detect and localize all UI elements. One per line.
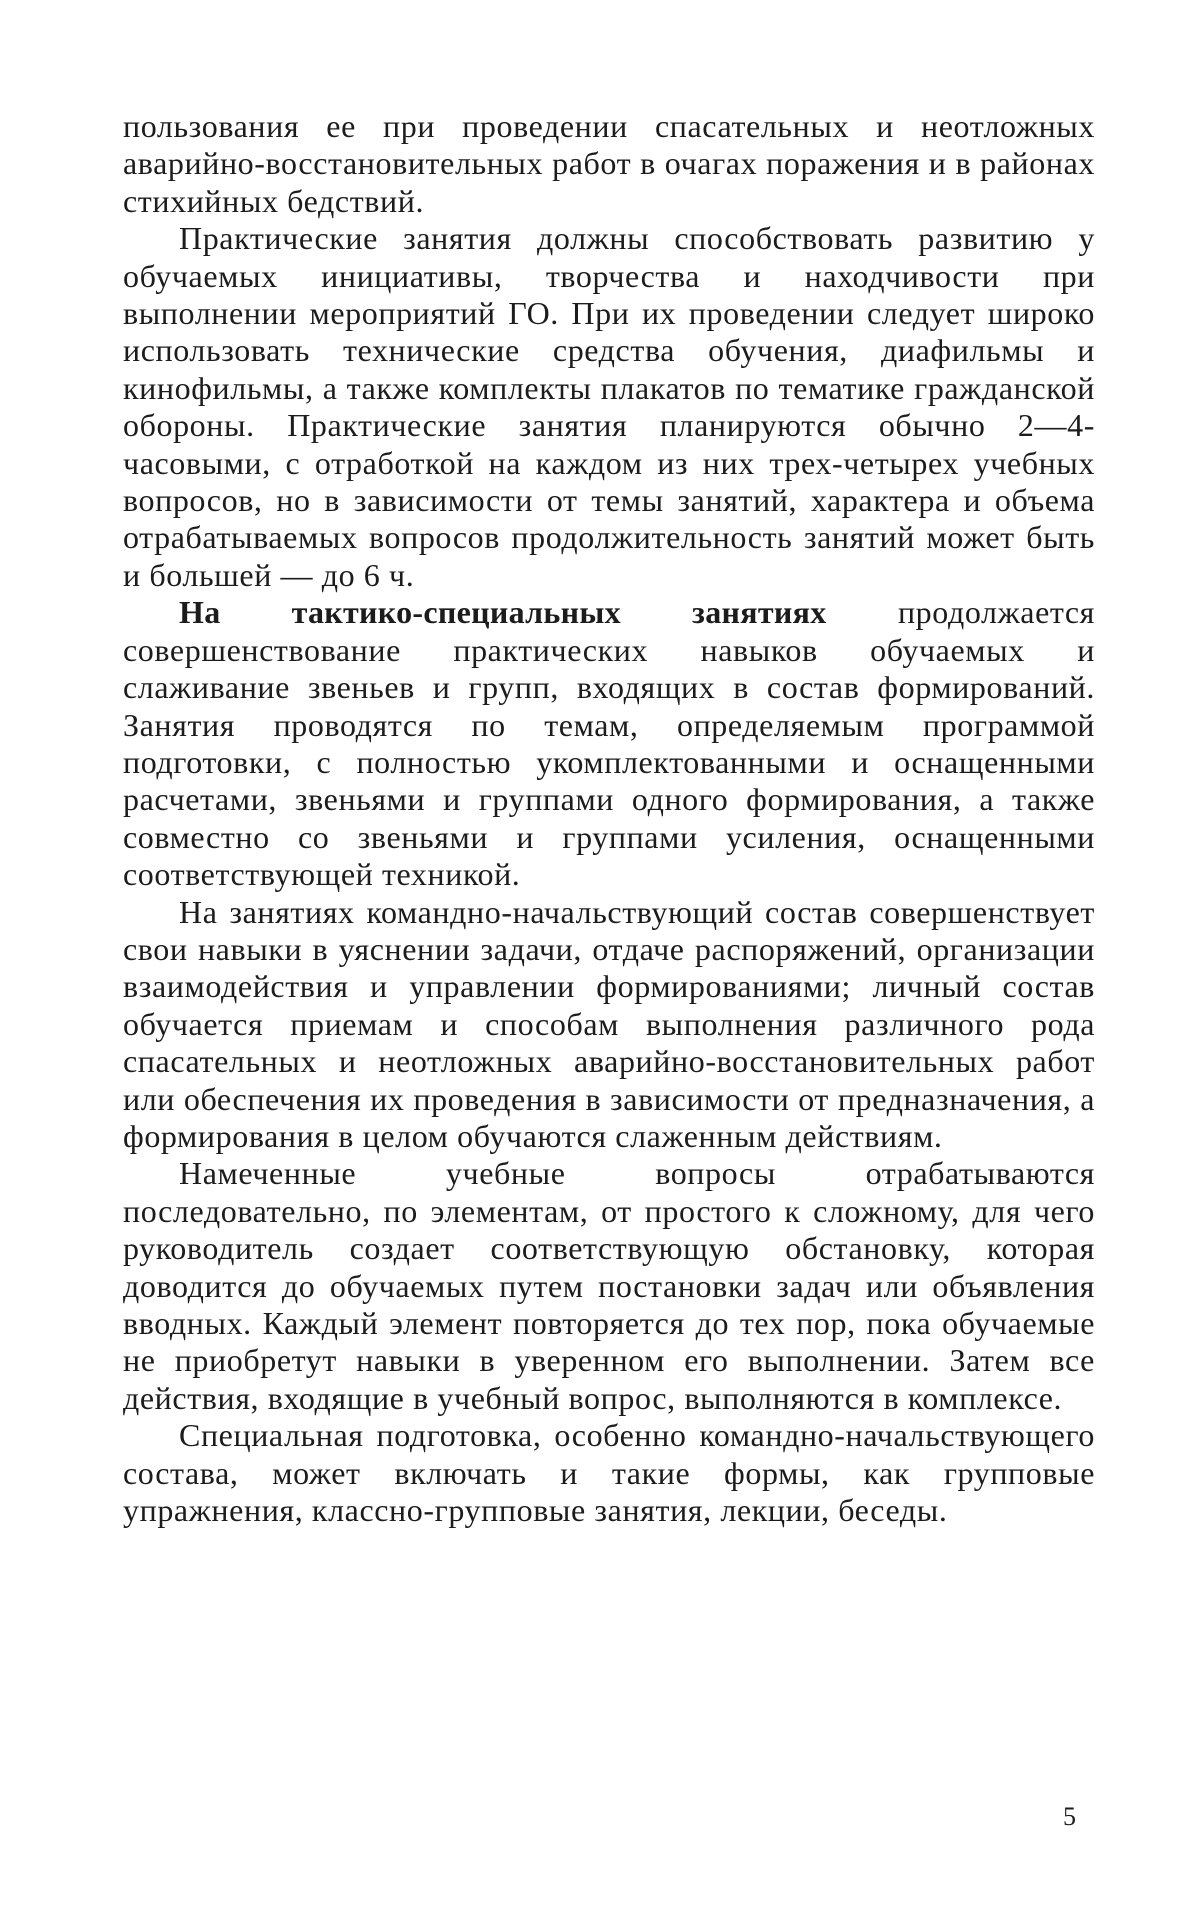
paragraph-practical-sessions: Практические занятия должны способствовать развитию у обучаемых инициативы, творчества и находчивости при выполнении мероприятий ГО. При их проведении следует широко использовать технические средства обучения, диафильмы и кинофильмы, а также комплекты плакатов по тематике гражданской обороны. Практические занятия планируются обычно 2—4-часовыми, с отработкой на каждом из них трех-четырех учебных вопросов, но в зависимости от темы занятий, характера и объема отрабатываемых вопросов продолжительность занятий может быть и большей — до 6 ч. [123, 220, 1095, 593]
paragraph-command-staff: На занятиях командно-начальствующий состав совершенствует свои навыки в уяснении задачи, отдаче распоряжений, организации взаимодействия и управлении формированиями; личный состав обучается приемам и способам выполнения различного рода спасательных и неотложных аварийно-восстановительных работ или обеспечения их проведения в зависимости от предназначения, а формирования в целом обучаются слаженным действиям. [123, 893, 1095, 1154]
paragraph-training-sequence: Намеченные учебные вопросы отрабатываются последовательно, по элементам, от простого к сложному, для чего руководитель создает соответствующую обстановку, которая доводится до обучаемых путем постановки задач или объявления вводных. Каждый элемент повторяется до тех пор, пока обучаемые не приобретут навыки в уверенном его выполнении. Затем все действия, входящие в учебный вопрос, выполняются в комплексе. [123, 1155, 1095, 1416]
paragraph-tactical-body: продолжается совершенствование практических навыков обучаемых и слаживание звеньев и групп, входящих в состав формирований. Занятия проводятся по темам, определяемым программой подготовки, с полностью укомплектованными и оснащенными расчетами, звеньями и группами одного формирования, а также совместно со звеньями и группами усиления, оснащенными соответствующей техникой. [123, 594, 1095, 893]
paragraph-special-training: Специальная подготовка, особенно командно-начальствующего состава, может включать и такие формы, как групповые упражнения, классно-групповые занятия, лекции, беседы. [123, 1417, 1095, 1529]
paragraph-continuation: пользования ее при проведении спасательных и неотложных аварийно-восстановительных работ в очагах поражения и в районах стихийных бедствий. [123, 108, 1095, 219]
bold-lead-phrase: На тактико-специальных занятиях [179, 594, 827, 631]
paragraph-tactical-special-sessions [123, 594, 1095, 893]
body-text [123, 108, 1095, 1529]
page-number: 5 [1063, 1802, 1076, 1831]
